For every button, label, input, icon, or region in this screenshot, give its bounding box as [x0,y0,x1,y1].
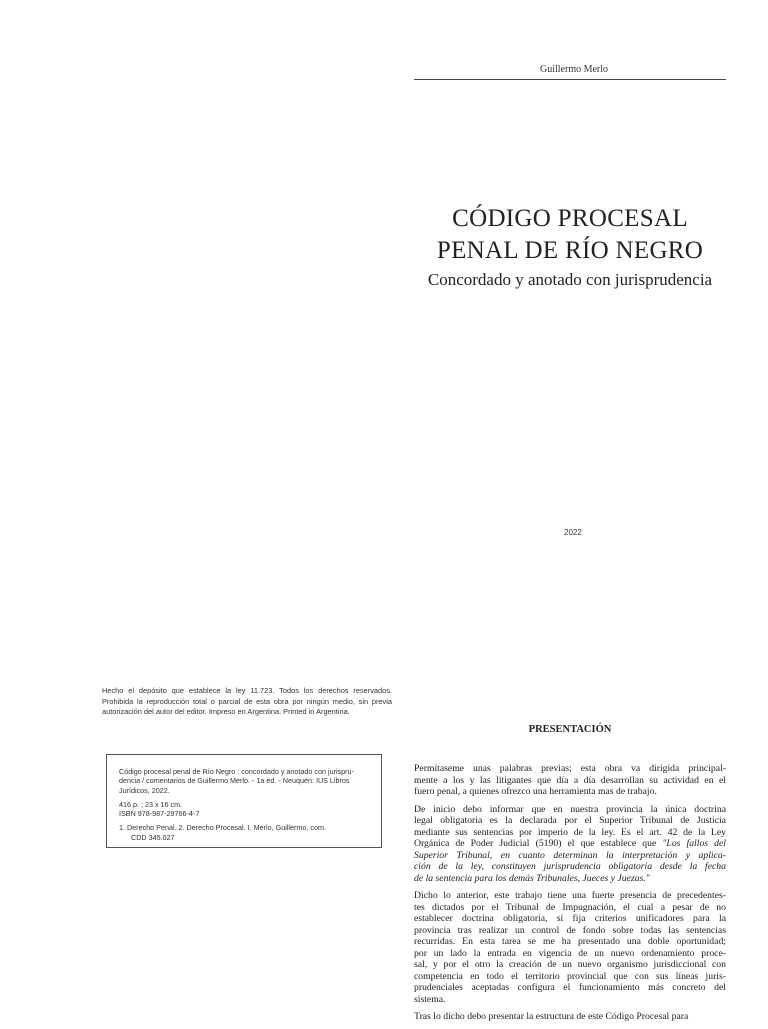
book-title-line-2: PENAL DE RÍO NEGRO [436,237,704,264]
text-line: Dicho lo anterior, este trabajo tiene una fuerte presencia de precedentes- [414,890,726,901]
catalog-entry-line: dencia / comentarios de Guillermo Merlo. - 1a ed. - Neuquén: IUS Libros [119,776,350,786]
text-line: competencia en todo el territorio provincial que con sus líneas juris- [414,970,726,982]
text-line: tes dictados por el Tribunal de Impugnación, el cual a pesar de no [414,901,726,913]
catalog-entry [119,767,371,795]
catalog-physical-isbn [119,800,371,819]
publication-year: 2022 [564,528,582,537]
catalog-entry-line: Jurídicos, 2022. [119,785,170,795]
paragraph-3 [414,890,726,1005]
catalog-cdd: CDD 345.027 [131,832,175,842]
section-heading: PRESENTACIÓN [528,724,612,735]
quote-line: ción de la ley, constituyen jurisprudencia obligatoria desde la fecha [414,861,726,872]
quote-start: "Los fallos del [662,838,726,849]
quote-line: de la sentencia para los demás Tribunales, Jueces y Juezas." [414,872,650,884]
paragraph-4 [414,1011,726,1023]
book-title-line-1: CÓDIGO PROCESAL [452,205,688,232]
text-line: recurridas. En esta tarea se me ha presentado una doble oportunidad; [414,936,726,947]
paragraph-1 [414,763,726,798]
text-line: mente a los y las litigantes que día a día desarrollan su actividad en el [414,774,726,786]
text-line: sistema. [414,993,446,1005]
text-line: fuero penal, a quienes ofrezco una herramienta mas de trabajo. [414,786,657,797]
paragraph-2 [414,804,726,885]
text-line: Permítaseme unas palabras previas; esta obra va dirigida principal- [414,763,726,774]
quote-line: Superior Tribunal, en cuanto determinan la interpretación y aplica- [414,849,726,861]
book-subtitle: Concordado y anotado con jurisprudencia [427,270,713,289]
presentation-body [414,763,726,1029]
text-line: sal, y por el otro la creación de un nuevo organismo jurisdiccional con [414,959,726,970]
text-line: Tras lo dicho debo presentar la estructura de este Código Procesal para [414,1011,689,1022]
running-header-author: Guillermo Merlo [540,64,609,75]
catalog-isbn: ISBN 978-987-29766-4-7 [119,809,200,819]
text-segment: Orgánica de Poder Judicial (5190) el que establece que [414,838,663,849]
text-line: provincia tras realizar un control de fondo sobre todas las sentencias [414,924,726,936]
text-line [414,838,726,850]
text-line: prudenciales aceptadas configura el funcionamiento más concreto del [414,982,726,993]
catalog-subjects-block [119,823,371,842]
catalog-card [106,754,382,848]
legal-notice: Hecho el depósito que establece la ley 11.723. Todos los derechos reservados. Prohibida la reproducción total o parcial de esta obra por ningún medio, sin previa autorización del autor del editor. Impreso en Argentina. Printed in Argentina. [102,686,392,716]
text-line: mediante sus sentencias por imperio de la ley. Es el art. 42 de la Ley [414,826,726,838]
text-line: De inicio debo informar que en nuestra provincia la única doctrina [414,803,726,815]
text-line: legal obligatoria es la declarada por el Superior Tribunal de Justicia [414,815,726,826]
text-line: establecer doctrina obligatoria, sí fija criterios unificadores para la [414,913,726,924]
catalog-physical-description: 416 p. ; 23 x 16 cm. [119,799,183,809]
header-rule [414,79,726,80]
catalog-entry-line: Código procesal penal de Río Negro : concordado y anotado con jurispru- [119,767,354,776]
catalog-subjects: 1. Derecho Penal. 2. Derecho Procesal. I. Merlo, Guillermo, com. [119,823,326,833]
text-line: por un lado la entrada en vigencia de un nuevo ordenamiento proce- [414,947,726,959]
